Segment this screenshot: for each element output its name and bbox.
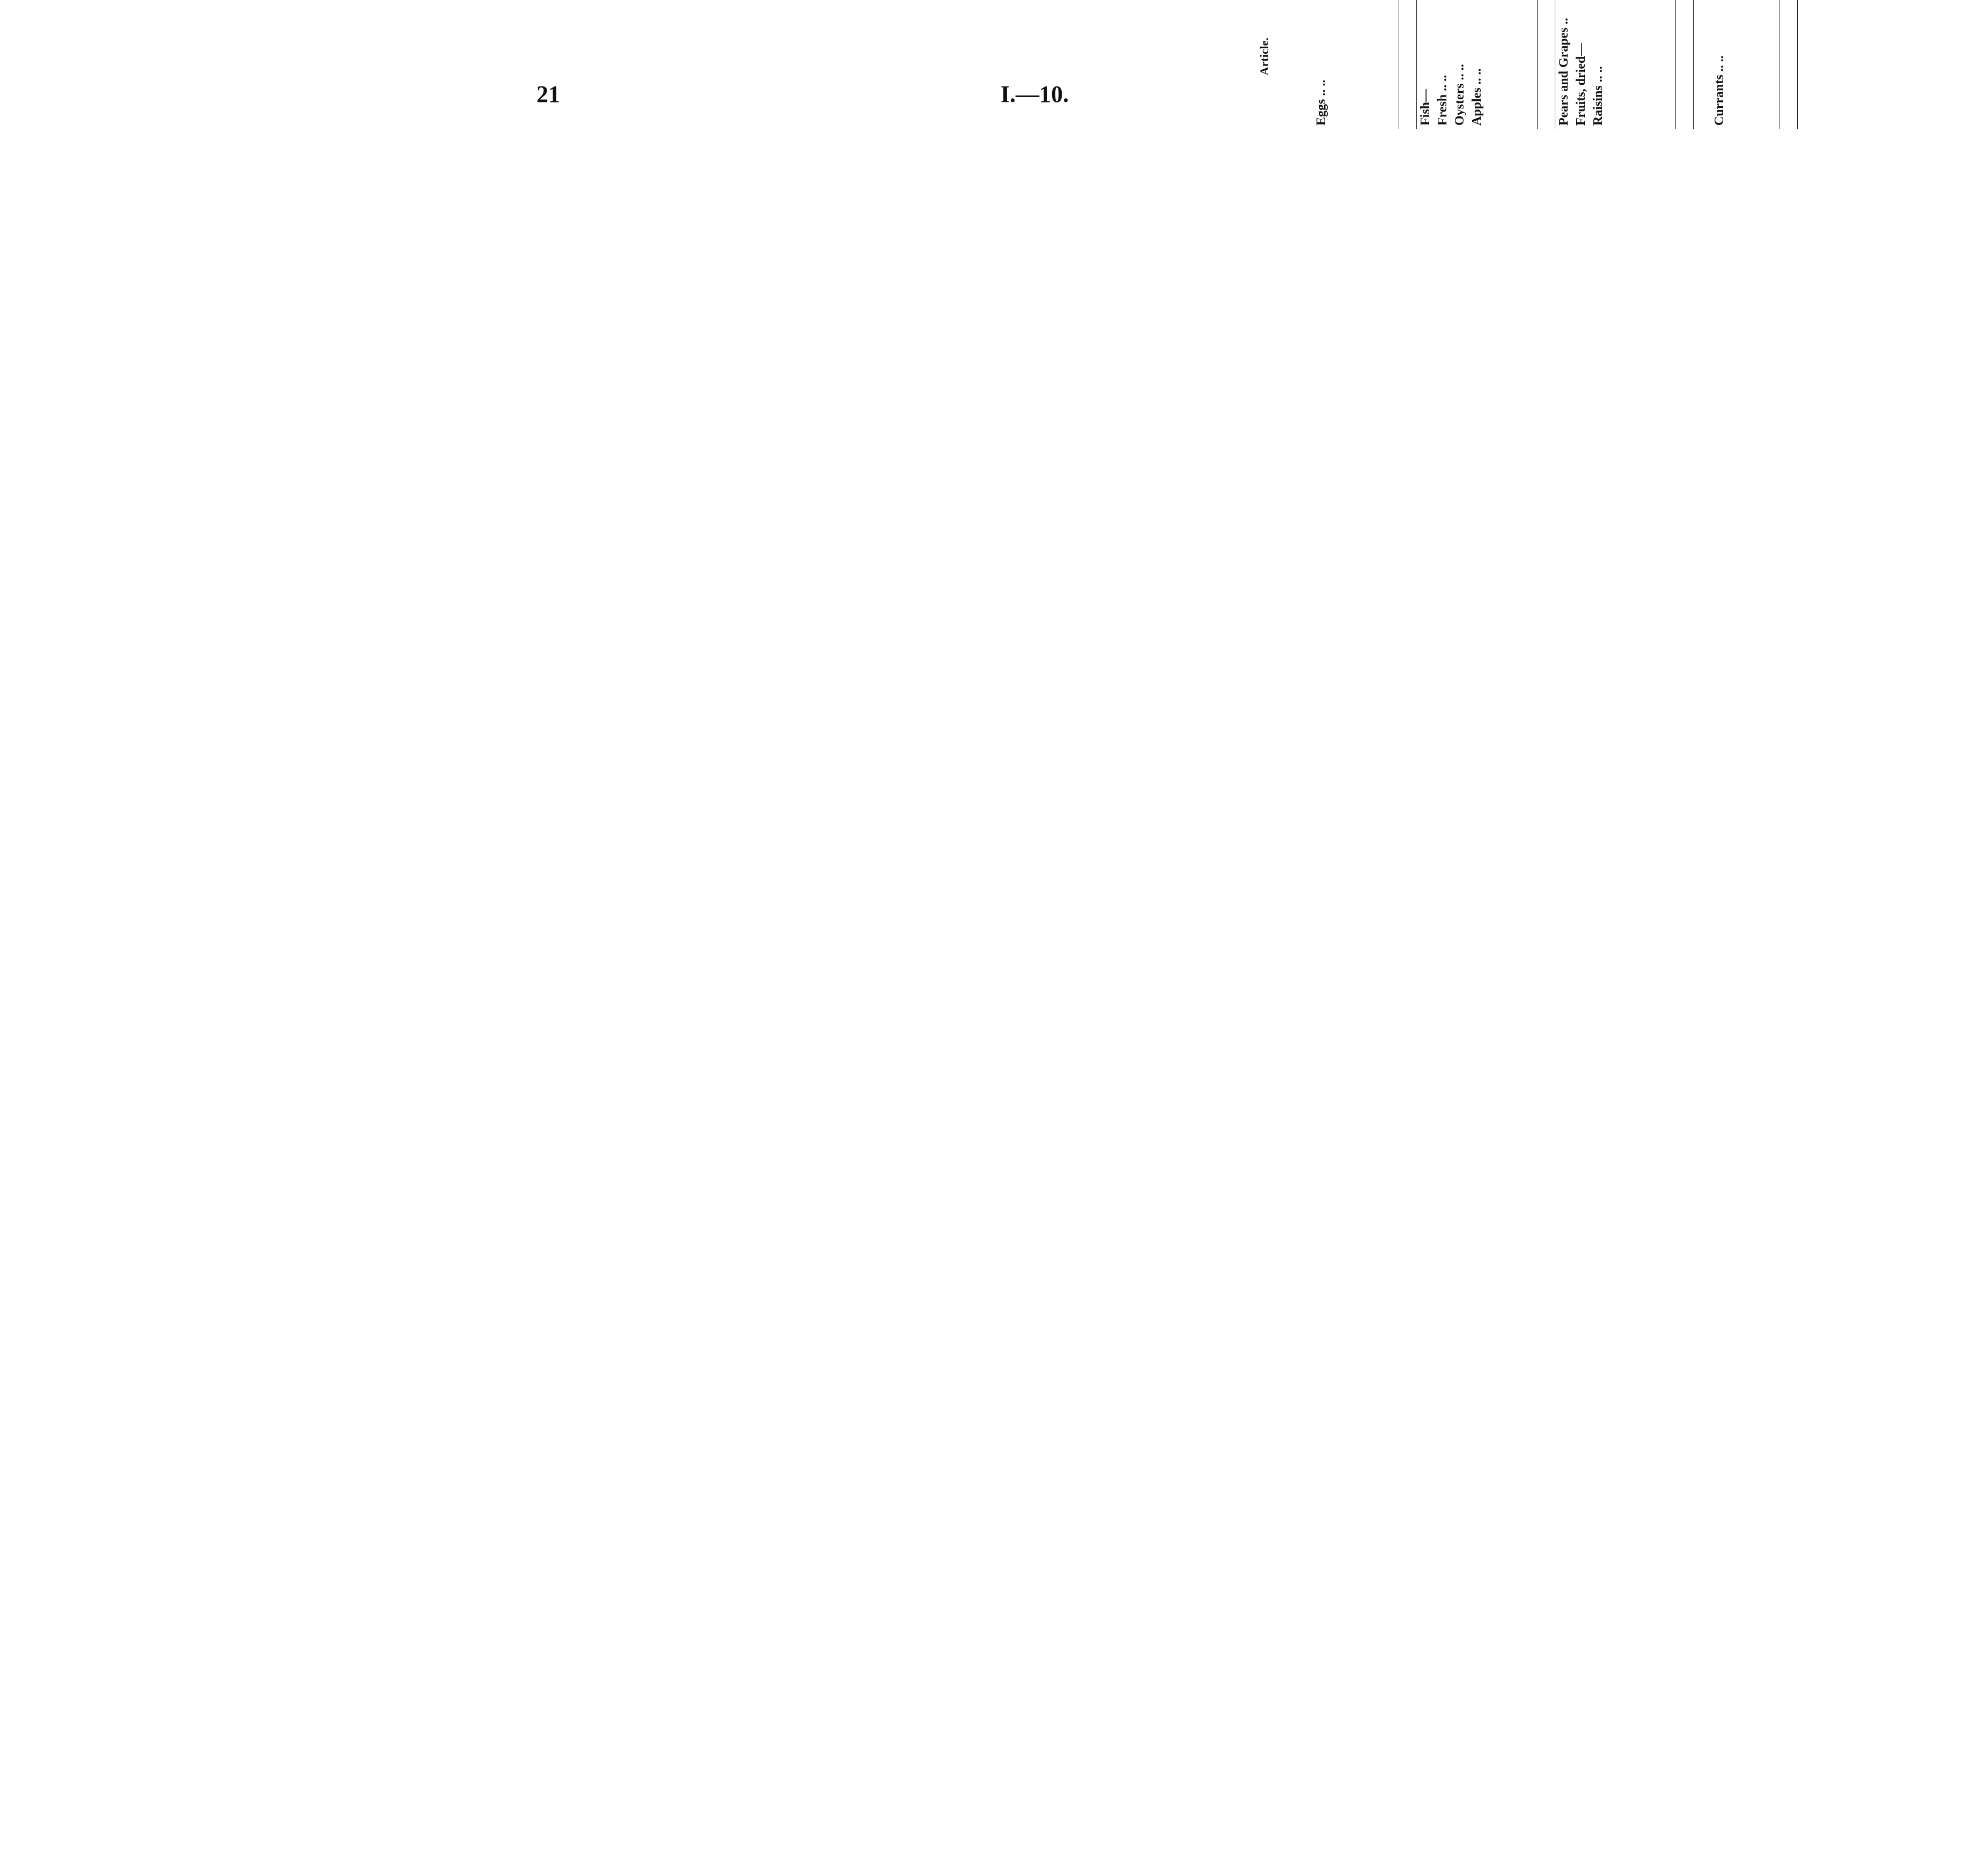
article-cell (1486, 0, 1503, 129)
table-row (1607, 0, 1624, 129)
article-cell (1762, 0, 1780, 129)
table-body (1295, 0, 1798, 129)
article-cell (1538, 0, 1555, 129)
table-row (1624, 0, 1641, 129)
article-cell (1330, 0, 1347, 129)
article-cell (1658, 0, 1676, 129)
article-cell (1745, 0, 1762, 129)
article-cell (1728, 0, 1745, 129)
article-cell: Fish— (1417, 0, 1435, 129)
table-row (1520, 0, 1538, 129)
table-row (1330, 0, 1347, 129)
table-row (1451, 0, 1468, 129)
table-row (1364, 0, 1381, 129)
article-cell (1641, 0, 1658, 129)
table-total-row (1780, 0, 1798, 129)
article-cell (1381, 0, 1399, 129)
article-cell: Raisins .. .. (1590, 0, 1607, 129)
table-row (1381, 0, 1399, 129)
article-cell: Oysters .. .. (1451, 0, 1468, 129)
header-article: Article. (1234, 0, 1295, 129)
rotated-table-page (1073, 0, 1985, 140)
table-row (1468, 0, 1486, 129)
reciprocity-table (1234, 0, 1798, 129)
article-cell (1676, 0, 1694, 129)
document-title (1078, 0, 1104, 97)
table-row (1572, 0, 1590, 129)
table-total-row (1399, 0, 1417, 129)
table-row (1590, 0, 1607, 129)
table-row (1711, 0, 1728, 129)
table-row (1417, 0, 1435, 129)
article-cell (1503, 0, 1520, 129)
table-row (1641, 0, 1658, 129)
article-cell: Fruits, dried— (1572, 0, 1590, 129)
table-row (1313, 0, 1330, 129)
article-cell (1295, 0, 1313, 129)
table-total-row (1538, 0, 1555, 129)
article-cell (1364, 0, 1381, 129)
article-cell (1399, 0, 1417, 129)
document-reference: I.—10. (1001, 81, 1069, 107)
article-cell (1694, 0, 1711, 129)
table-row (1745, 0, 1762, 129)
table-row (1503, 0, 1520, 129)
table-row (1658, 0, 1676, 129)
table-total-row (1676, 0, 1694, 129)
article-cell (1607, 0, 1624, 129)
document-subtitle (1116, 0, 1176, 97)
article-cell: Eggs .. .. (1313, 0, 1330, 129)
table-row (1486, 0, 1503, 129)
table-row (1295, 0, 1313, 129)
table-row (1762, 0, 1780, 129)
article-cell: Currants .. .. (1711, 0, 1728, 129)
subtitle-line-2 (1146, 0, 1176, 97)
article-cell (1624, 0, 1641, 129)
subtitle-line-1 (1116, 0, 1146, 97)
article-cell: Pears and Grapes .. (1555, 0, 1573, 129)
article-cell (1780, 0, 1798, 129)
table-row (1728, 0, 1745, 129)
article-cell (1520, 0, 1538, 129)
table-row (1694, 0, 1711, 129)
article-cell (1347, 0, 1364, 129)
article-cell: Apples .. .. (1468, 0, 1486, 129)
table-row (1555, 0, 1573, 129)
table-row (1347, 0, 1364, 129)
article-cell: Fresh .. .. (1434, 0, 1451, 129)
table-row (1434, 0, 1451, 129)
page-number: 21 (536, 81, 560, 107)
